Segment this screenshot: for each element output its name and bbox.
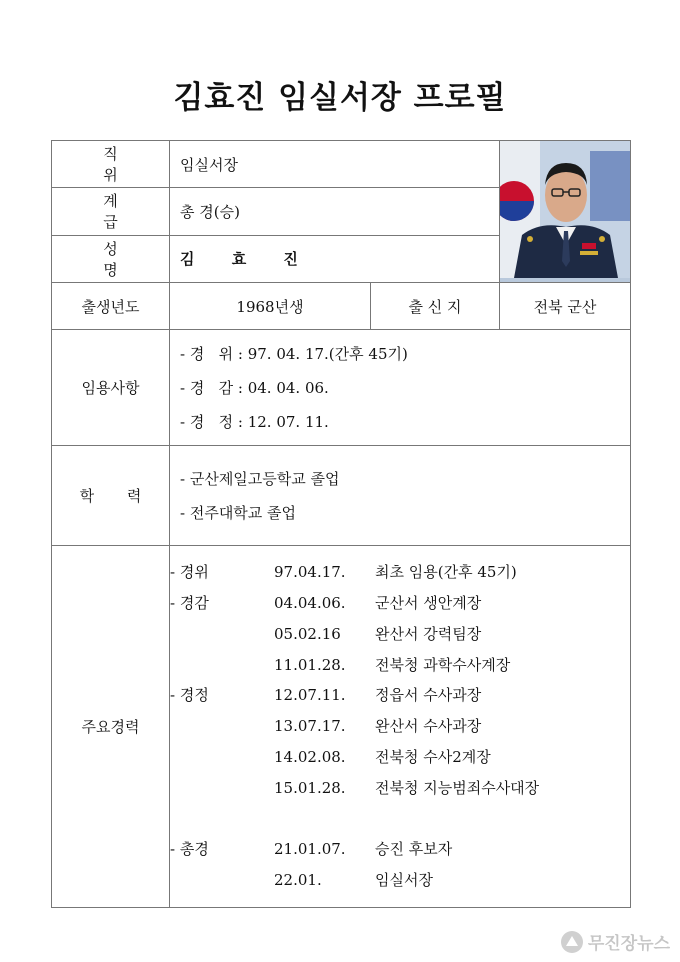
career-desc: 전북청 수사2계장: [375, 747, 491, 766]
officer-portrait: [500, 141, 630, 278]
career-desc: 임실서장: [375, 871, 433, 890]
hometown-label: 출 신 지: [371, 283, 500, 330]
career-rank: - 경정: [170, 686, 209, 705]
position-value: 임실서장: [170, 141, 500, 188]
career-date: 14.02.08.: [274, 747, 346, 766]
career-row: [170, 803, 630, 834]
education-item: - 군산제일고등학교 졸업: [180, 469, 340, 488]
appointment-item: - 경 정 : 12. 07. 11.: [180, 412, 329, 431]
career-row: [170, 680, 630, 711]
watermark: [561, 929, 670, 954]
career-date: 97.04.17.: [274, 563, 346, 582]
rank-label: 계 급: [103, 192, 148, 232]
page-title: 김효진 임실서장 프로필: [173, 80, 507, 116]
appointment-item: - 경 위 : 97. 04. 17.(간후 45기): [180, 344, 408, 363]
mountain-logo-icon: [561, 931, 583, 953]
career-desc: 승진 후보자: [375, 840, 453, 859]
hometown-value: 전북 군산: [500, 283, 631, 330]
position-label: 직 위: [103, 145, 148, 185]
education-list: [170, 446, 631, 546]
profile-photo: [500, 141, 631, 283]
career-rank: - 총경: [170, 840, 209, 859]
career-row: [170, 865, 630, 896]
career-desc: 완산서 강력팀장: [375, 624, 482, 643]
career-row: [170, 650, 630, 681]
education-label-cell: [52, 446, 170, 546]
career-desc: 정읍서 수사과장: [375, 686, 482, 705]
career-date: 15.01.28.: [274, 778, 346, 797]
position-label-cell: [52, 141, 170, 188]
rank-label-cell: [52, 188, 170, 235]
career-desc: 전북청 과학수사계장: [375, 655, 511, 674]
career-rank: - 경감: [170, 593, 209, 612]
watermark-text: 무진장뉴스: [587, 934, 670, 954]
career-desc: 전북청 지능범죄수사대장: [375, 778, 540, 797]
career-date: 04.04.06.: [274, 593, 346, 612]
career-row: [170, 588, 630, 619]
career-row: [170, 742, 630, 773]
education-item: - 전주대학교 졸업: [180, 503, 297, 522]
career-date: 11.01.28.: [274, 655, 346, 674]
birth-label: 출생년도: [52, 283, 170, 330]
appointment-item: - 경 감 : 04. 04. 06.: [180, 378, 329, 397]
career-desc: 군산서 생안계장: [375, 593, 482, 612]
name-label: 성 명: [103, 239, 148, 279]
appointment-list: [170, 330, 631, 446]
career-date: 21.01.07.: [274, 840, 346, 859]
name-label-cell: [52, 235, 170, 282]
profile-table: [51, 140, 631, 908]
career-desc: 완산서 수사과장: [375, 717, 482, 736]
education-label: 학 력: [79, 487, 156, 505]
career-date: 22.01.: [274, 871, 322, 890]
name-value: 김 효 진: [170, 235, 500, 282]
career-label: 주요경력: [52, 546, 170, 908]
career-row: [170, 619, 630, 650]
career-rank: - 경위: [170, 563, 209, 582]
career-date: 12.07.11.: [274, 686, 346, 705]
career-list: [170, 546, 631, 908]
career-date: 13.07.17.: [274, 717, 346, 736]
career-date: 05.02.16: [274, 624, 341, 643]
appointment-label: 임용사항: [52, 330, 170, 446]
birth-value: 1968년생: [170, 283, 371, 330]
career-row: [170, 711, 630, 742]
career-desc: 최초 임용(간후 45기): [375, 563, 517, 582]
rank-value: 총 경(승): [170, 188, 500, 235]
career-row: [170, 773, 630, 804]
career-row: [170, 834, 630, 865]
career-row: [170, 557, 630, 588]
